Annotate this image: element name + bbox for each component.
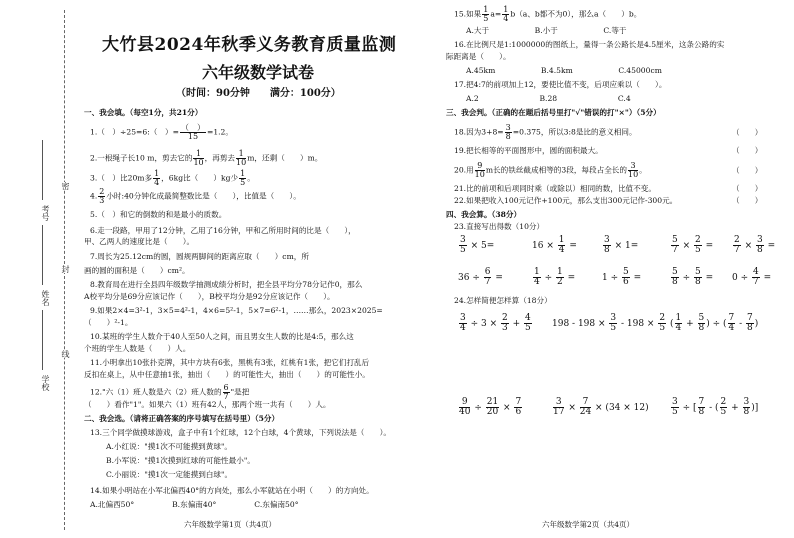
question-19: 19.把长相等的平面图形中，圆的面积最大。	[454, 146, 603, 155]
q20-tail: 。	[639, 165, 647, 175]
question-11a: 11.小明拿出10张扑克牌，其中方块有6张，黑桃有3张，红桃有1张，把它们打乱后	[90, 358, 370, 367]
question-9a: 9.如果2×4=3²-1，3×5=4²-1，4×6=5²-1，5×7=6²-1，……那么，2023×2025=	[90, 306, 383, 315]
margin-label-xingming: 姓名	[41, 290, 50, 306]
question-6b: 甲、乙两人的速度比是（ ）。	[84, 237, 195, 246]
q2-fraction-1: $\frac{1}{10}$	[193, 149, 204, 167]
q2-mid: ，再剪去	[204, 153, 236, 163]
oral-calc-3: $\frac{3}{8}$ × 1=	[604, 235, 639, 255]
exam-subtitle: 六年级数学试卷	[202, 63, 315, 82]
question-16b: 际距离是（ ）。	[446, 52, 511, 61]
q2-tail: m，还剩（ ）m。	[247, 153, 323, 163]
question-24: 24.怎样简便怎样算（18分）	[454, 296, 552, 305]
simplify-calc-1: $\frac{3}{4}$ ÷ 3 × $\frac{2}{3}$ + $\frac{4}{5}$	[460, 313, 531, 333]
question-11b: 反扣在桌上，从中任意抽1张，抽出（ ）的可能性大，抽出（ ）的可能性小。	[84, 370, 370, 379]
question-13-option-c: C.小丽说："摸1次一定能摸到白球"。	[106, 470, 233, 479]
section-2-heading: 二、我会选。（请将正确答案的序号填写在括号里）（5分）	[84, 414, 280, 423]
oral-calc-4: $\frac{5}{7}$ × $\frac{2}{5}$ =	[672, 235, 714, 255]
margin-feng: 封	[61, 265, 70, 273]
question-21: 21.比的前项和后项同时乘（或除以）相同的数，比值不变。	[454, 184, 656, 193]
exam-info: （时间：90分钟 满分：100分）	[176, 88, 341, 99]
oral-calc-1: $\frac{3}{5}$ × 5=	[460, 235, 495, 255]
q12-fraction: $\frac{6}{7}$	[223, 383, 229, 401]
question-14: 14.如果小明站在小军北偏西40°的方向处，那么小军就站在小明（ ）的方向处。	[90, 486, 374, 495]
section-3-heading: 三、我会判。（正确的在题后括号里打"√"错误的打"×"）（5分）	[446, 108, 661, 117]
simplify-calc-b-3: $\frac{3}{5}$ ÷ [ $\frac{7}{8}$ - ( $\frac{2}{5}$ + $\frac{3}{8}$ )]	[672, 397, 759, 417]
xingming-underline	[42, 225, 43, 285]
question-10b: 个班的学生人数是（ ）人。	[84, 344, 191, 353]
q15-text: 15.如果	[454, 9, 482, 19]
q3-fraction-1: $\frac{1}{4}$	[154, 169, 160, 187]
q3-mid: ，6kg比（ ）kg少	[161, 173, 239, 183]
question-15	[454, 6, 641, 23]
q12-text: 12."六（1）班人数是六（2）班人数的	[90, 387, 222, 397]
oral-calc-b-3: 1 ÷ $\frac{5}{6}$ =	[602, 267, 642, 287]
section-1-heading: 一、我会填。（每空1分，共21分）	[84, 108, 203, 117]
question-23: 23.直接写出得数（10分）	[454, 222, 545, 231]
question-8a: 8.教育局在进行全县四年级数学抽测成绩分析时，把全县平均分78分记作0，那么	[90, 280, 363, 289]
q21-answer-paren[interactable]: （ ）	[732, 184, 763, 193]
q15-mid: a=	[490, 9, 502, 19]
question-16a: 16.在比例尺是1:1000000的图纸上，量得一条公路长是4.5厘米，这条公路的实	[454, 40, 725, 49]
question-3	[90, 170, 255, 187]
q2-fraction-2: $\frac{1}{10}$	[236, 149, 247, 167]
q20-mid: m长的铁丝截成相等的3段，每段占全长的	[485, 165, 627, 175]
question-10a: 10.某班的学生人数介于40人至50人之间，而且男女生人数的比是4:5，那么这	[90, 332, 354, 341]
q18-answer-paren[interactable]: （ ）	[732, 128, 763, 137]
q3-tail: 。	[247, 173, 255, 183]
binding-margin	[0, 0, 80, 538]
question-13-option-a: A.小红说："摸1次不可能摸到黄球"。	[106, 442, 233, 451]
question-5: 5.（ ）和它的倒数的和是最小的质数。	[90, 210, 227, 219]
q1-tail: =1.2。	[206, 127, 233, 137]
q22-answer-paren[interactable]: （ ）	[732, 196, 763, 205]
simplify-calc-2: 198 - 198 × $\frac{3}{5}$ - 198 × $\frac{2}{5}$	[552, 313, 666, 333]
q4-fraction: $\frac{2}{3}$	[99, 187, 105, 205]
page-1-footer: 六年级数学第1页（共4页）	[184, 520, 277, 529]
q20-fraction-1: $\frac{9}{10}$	[474, 161, 485, 179]
question-12a	[90, 384, 249, 401]
q15-fraction-2: $\frac{1}{4}$	[503, 5, 509, 23]
q12-tail: "是把	[230, 387, 250, 397]
question-13: 13.三个同学做摸球游戏，盒子中有1个红球，12个白球，4个黄球，下列说法是（ ）。	[90, 428, 391, 437]
question-7b: 画的圆的面积是（ ）cm²。	[84, 266, 190, 275]
oral-calc-b-2: $\frac{1}{4}$ ÷ $\frac{1}{2}$ =	[534, 267, 576, 287]
question-12b: （ ）看作"1"。如果六（1）班有42人，那两个班一共有（ ）人。	[84, 400, 331, 409]
question-22: 22.如果把收入100元记作+100元，那么支出300元记作-300元。	[454, 196, 678, 205]
question-4	[90, 188, 301, 205]
oral-calc-5: $\frac{2}{7}$ × $\frac{3}{8}$ =	[734, 235, 776, 255]
question-8b: A校平均分是69分应该记作（ ），B校平均分是92分应该记作（ ）。	[84, 292, 335, 301]
question-14-options: A.北偏西50° B.东偏南40° C.东偏南50°	[90, 500, 299, 509]
section-4-heading: 四、我会算。（38分）	[446, 210, 522, 219]
simplify-calc-b-1: $\frac{9}{40}$ ÷ $\frac{21}{20}$ × $\frac{7}{6}$	[459, 397, 522, 417]
page-2-footer: 六年级数学第2页（共4页）	[542, 520, 635, 529]
q3-fraction-2: $\frac{1}{5}$	[240, 169, 246, 187]
q20-text: 20.用	[454, 165, 474, 175]
question-18	[454, 124, 637, 141]
simplify-calc-3: ( $\frac{1}{4}$ + $\frac{5}{8}$ ) ÷ ( $\frac{7}{4}$ - $\frac{7}{8}$ )	[670, 313, 759, 333]
question-17-options: A.2 B.28 C.4	[466, 94, 631, 103]
xuexiao-underline	[42, 310, 43, 370]
q4-tail: 小时:40分钟化成最简整数比是（ ），比值是（ ）。	[106, 191, 301, 201]
oral-calc-b-1: 36 ÷ $\frac{6}{7}$ =	[458, 267, 503, 287]
q4-text: 4.	[90, 191, 98, 201]
simplify-calc-b-2: $\frac{3}{17}$ × $\frac{7}{24}$ × (34 × 12)	[553, 397, 649, 417]
q1-fraction: $\frac{( )}{15}$	[180, 123, 205, 141]
question-9b: （ ）²-1。	[84, 318, 133, 327]
q19-answer-paren[interactable]: （ ）	[732, 146, 763, 155]
margin-mi: 密	[61, 182, 70, 190]
question-15-options: A.大于 B.小于 C.等于	[466, 26, 627, 35]
oral-calc-b-5: 0 ÷ $\frac{4}{7}$ =	[732, 267, 772, 287]
question-2	[90, 150, 322, 167]
margin-xian: 线	[61, 350, 70, 358]
question-6a: 6.走一段路，甲用了12分钟，乙用了16分钟，甲和乙所用时间的比是（ ），	[90, 226, 356, 235]
q15-fraction-1: $\frac{1}{5}$	[483, 5, 489, 23]
q18-tail: =0.375，所以3:8是比的意义相同。	[512, 127, 637, 137]
oral-calc-b-4: $\frac{5}{8}$ ÷ $\frac{5}{8}$ =	[672, 267, 714, 287]
q18-text: 18.因为3+8=	[454, 127, 504, 137]
right-page	[432, 0, 794, 538]
question-16-options: A.45km B.4.5km C.45000cm	[466, 66, 662, 75]
question-1	[90, 124, 233, 141]
exam-title: 大竹县2024年秋季义务教育质量监测	[102, 35, 397, 55]
question-13-option-b: B.小军说："摸1次摸到红球的可能性最小"。	[106, 456, 255, 465]
q20-fraction-2: $\frac{3}{10}$	[627, 161, 639, 179]
q3-text: 3.（ ）比20m多	[90, 173, 153, 183]
question-7a: 7.周长为25.12cm的圆，圆规两脚间的距离应取（ ）cm，所	[90, 252, 309, 261]
margin-label-xuexiao: 学校	[41, 375, 50, 391]
q15-tail: b（a、b都不为0），那么a（ ）b。	[510, 9, 642, 19]
kaohao-underline	[42, 140, 43, 200]
q18-fraction: $\frac{3}{8}$	[505, 123, 511, 141]
question-17: 17.把4:7的前项加上12，要使比值不变，后项应乘以（ ）。	[454, 80, 667, 89]
q1-text: 1.（ ）÷25=6:（ ）=	[90, 127, 179, 137]
margin-label-kaohao: 考号	[41, 205, 50, 221]
q20-answer-paren[interactable]: （ ）	[732, 166, 763, 175]
question-20	[454, 162, 647, 179]
oral-calc-2: 16 × $\frac{1}{4}$ =	[532, 235, 577, 255]
q2-text: 2.一根绳子长10 m，剪去它的	[90, 153, 193, 163]
